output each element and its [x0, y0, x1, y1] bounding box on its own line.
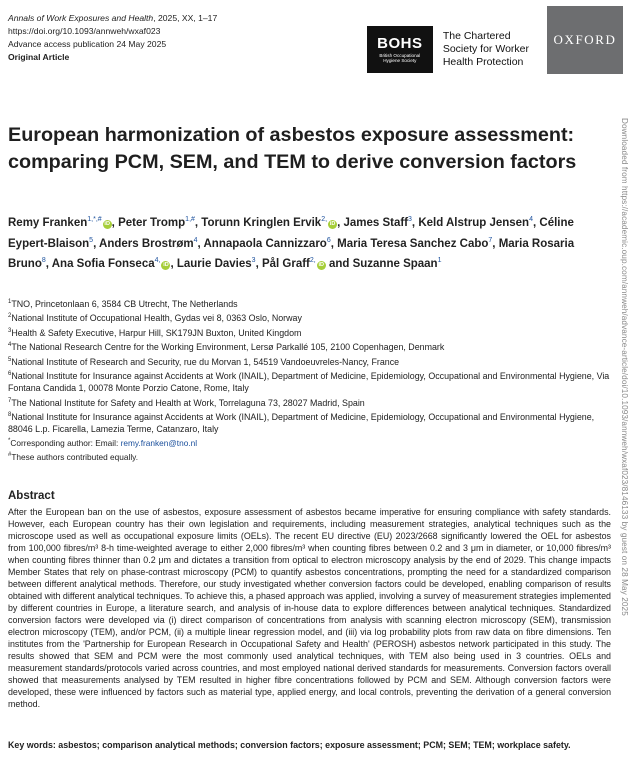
society-name: The Chartered Society for Worker Health Protection: [442, 30, 529, 68]
bohs-logo: [367, 26, 433, 73]
author-name[interactable]: Suzanne Spaan: [352, 258, 438, 270]
keywords: [8, 739, 611, 751]
author-notes: [8, 435, 608, 463]
equal-contribution-note: #These authors contributed equally.: [8, 451, 139, 462]
author-affiliation-marker: 2,: [321, 216, 328, 224]
journal-citation: [8, 12, 217, 25]
citation-volume: , 2025, XX, 1–17: [153, 13, 218, 23]
abstract-body: After the European ban on the use of asbestos, exposure assessment of asbestos became imperative for ensuring compliance with safety standards. However, each European country has their own legislation and requirements, including measurement strategies, analytical techniques such as the microscope used as well as occupational exposure limits (OELs). The recent EU directive (EU) 2023/2668 significantly lowered the OEL for asbestos from 100,000 fibres/m³ 8-h time-weighted average to either 2,000 fibres/m³ when counting fibres between 0.2 and 3 μm in diameter, or 10,000 fibres/m³ when counting fibres thinner than 0.2 μm and dictates a transition from optical to electron microscopy analysis by the end of 2029. This change impacts Member States that rely on phase-contrast microscopy (PCM) to quantify asbestos concentrations, prompting the need for a standardized comparison between different analytical methods. Therefore, our study investigated whether conversion factors could be developed, enabling comparison of results obtained with different analytical techniques. To achieve this, a phased approach was applied, involving a survey of measurement strategies implemented by different countries in Europe, a literature search, and analysis of in-house data to explore differences between analytical techniques. Standardized conversion factors were developed via (i) direct comparison of concentrations from analysis with scanning electron microscopy (SEM), transmission electron microscopy (TEM), and/or PCM, (ii) a multiple linear regression model, and (iii) via log probability plots from raw data on fibre dimensions. Ten institutes from the 'Partnership for European Research in Occupational Safety and Health' (PEROSH) asbestos network participated in this study. The results showed that SEM and PCM were the most commonly used analytical techniques, with TEM also being used in 3 countries. OELs and measurement standards/protocols varied across countries, and most employed national derived standards for measurements. Conversion factors overall showed that measurements analysed by TEM resulted in higher fibre concentrations followed by PCM and SEM. Although conversion factors were developed, these were influenced by factors such as material type, applied energy, and local controls, preventing the derivation of a general conversion method.: [8, 507, 611, 709]
article-title: European harmonization of asbestos exposure assessment: comparing PCM, SEM, and TEM to derive conversion factors: [8, 124, 577, 173]
author-name[interactable]: Maria Rosaria Bruno: [8, 237, 575, 270]
doi-link[interactable]: https://doi.org/10.1093/annweh/wxaf023: [8, 26, 161, 36]
author-name[interactable]: Maria Teresa Sanchez Cabo: [337, 237, 489, 250]
author-affiliation-marker: 1,#: [185, 216, 195, 224]
advance-access-date: Advance access publication 24 May 2025: [8, 39, 167, 49]
journal-name: Annals of Work Exposures and Health: [8, 13, 154, 23]
author-affiliation-marker: 3: [408, 216, 412, 224]
affiliation-item: $^6$National Institute for Insurance against Accidents at Work (INAIL), Department of Medicine, Epidemiology, Occupational and Environmental Hygiene, Via Fontana Candida 1, 00078 Monte Porzio Catone, Rome, Italy: [8, 370, 610, 394]
oxford-logo: OXFORD: [547, 6, 623, 74]
author-name[interactable]: Annapaola Cannizzaro: [203, 237, 327, 250]
article-type: Original Article: [8, 52, 70, 62]
author-name[interactable]: Anders Brostrøm: [99, 237, 194, 250]
corresponding-author-note: *Corresponding author: Email: remy.franken@tno.nl: [8, 437, 198, 448]
orcid-icon[interactable]: iD: [104, 221, 110, 227]
author-name[interactable]: James Staff: [343, 217, 409, 229]
author-list: Remy Franken$^{1,*,\#}$iD , Peter Tromp$^{1,\#}$, Torunn Kringlen Ervik$^{2,}$iD , James Staff$^3$, Keld Alstrup Jensen$^4$, Céline Eypert-Blaison$^5$, Anders Brostrøm$^4$, Annapaola Cannizzaro$^6$, Maria Teresa Sanchez Cabo$^7$, Maria Rosaria Bruno$^8$, Ana Sofia Fonseca$^{4,}$iD , Laurie Davies$^3$, Pål Graff$^{2,}$iD and Suzanne Spaan$^1$: [8, 216, 575, 270]
publisher-logos: [367, 6, 623, 74]
author-affiliation-marker: 2,: [309, 257, 316, 265]
author-name[interactable]: Peter Tromp: [118, 217, 186, 229]
keywords-label: Key words:: [8, 740, 56, 750]
affiliation-item: $^3$Health & Safety Executive, Harpur Hill, SK179JN Buxton, United Kingdom: [8, 327, 302, 338]
affiliation-list: [8, 296, 613, 436]
author-affiliation-marker: 8: [41, 257, 46, 265]
affiliation-item: $^5$National Institute of Research and Security, rue du Morvan 1, 54519 Vandoeuvreles-Nancy, France: [8, 356, 400, 367]
author-name[interactable]: Torunn Kringlen Ervik: [201, 217, 322, 229]
author-affiliation-marker: 4,: [154, 257, 161, 265]
author-name[interactable]: Laurie Davies: [176, 258, 252, 270]
author-affiliation-marker: 4: [529, 216, 533, 224]
article-meta: [8, 12, 217, 64]
author-affiliation-marker: 6: [326, 236, 331, 244]
author-affiliation-marker: 7: [488, 236, 493, 244]
download-watermark: Downloaded from https://academic.oup.com/annweh/advance-article/doi/10.1093/annweh/wxaf023/8146133 by guest on 28 May 2025: [620, 118, 629, 616]
bohs-logo-mark: BOHS: [377, 34, 423, 52]
author-name[interactable]: Keld Alstrup Jensen: [418, 217, 530, 229]
keywords-list: asbestos; comparison analytical methods; conversion factors; exposure assessment; PCM; SEM; TEM; workplace safety.: [55, 740, 571, 750]
affiliation-item: $^1$TNO, Princetonlaan 6, 3584 CB Utrecht, The Netherlands: [8, 298, 238, 309]
author-affiliation-marker: 5: [89, 236, 94, 244]
author-affiliation-marker: 1,*,#: [87, 216, 102, 224]
corresponding-email-link[interactable]: remy.franken@tno.nl: [120, 437, 198, 448]
author-name[interactable]: Pål Graff: [261, 258, 310, 270]
abstract-heading: Abstract: [8, 490, 55, 502]
bohs-logo-subtitle: British Occupational Hygiene Society: [379, 52, 421, 63]
author-name[interactable]: Ana Sofia Fonseca: [51, 258, 155, 270]
author-affiliation-marker: 3: [251, 257, 256, 265]
affiliation-item: $^8$National Institute for Insurance against Accidents at Work (INAIL), Department of Medicine, Epidemiology, Occupational and Environmental Hygiene, 88046 L.p. Ficarella, Lamezia Terme, Catanzaro, Italy: [8, 412, 595, 435]
affiliation-item: $^4$The National Research Centre for the Working Environment, Lersø Parkallé 105, 2100 Copenhagen, Denmark: [8, 342, 445, 353]
author-name[interactable]: Remy Franken: [8, 217, 88, 229]
orcid-icon[interactable]: iD: [318, 262, 324, 268]
author-name[interactable]: Céline Eypert-Blaison: [8, 217, 574, 250]
author-affiliation-marker: 1: [437, 257, 442, 265]
author-conjunction: and: [328, 258, 350, 270]
orcid-icon[interactable]: iD: [163, 262, 169, 268]
orcid-icon[interactable]: iD: [329, 221, 336, 227]
affiliation-item: $^7$The National Institute for Safety and Health at Work, Torrelaguna 73, 28027 Madrid, Spain: [8, 397, 365, 408]
affiliation-item: $^2$National Institute of Occupational Health, Gydas vei 8, 0363 Oslo, Norway: [8, 313, 302, 324]
author-affiliation-marker: 4: [193, 236, 198, 244]
